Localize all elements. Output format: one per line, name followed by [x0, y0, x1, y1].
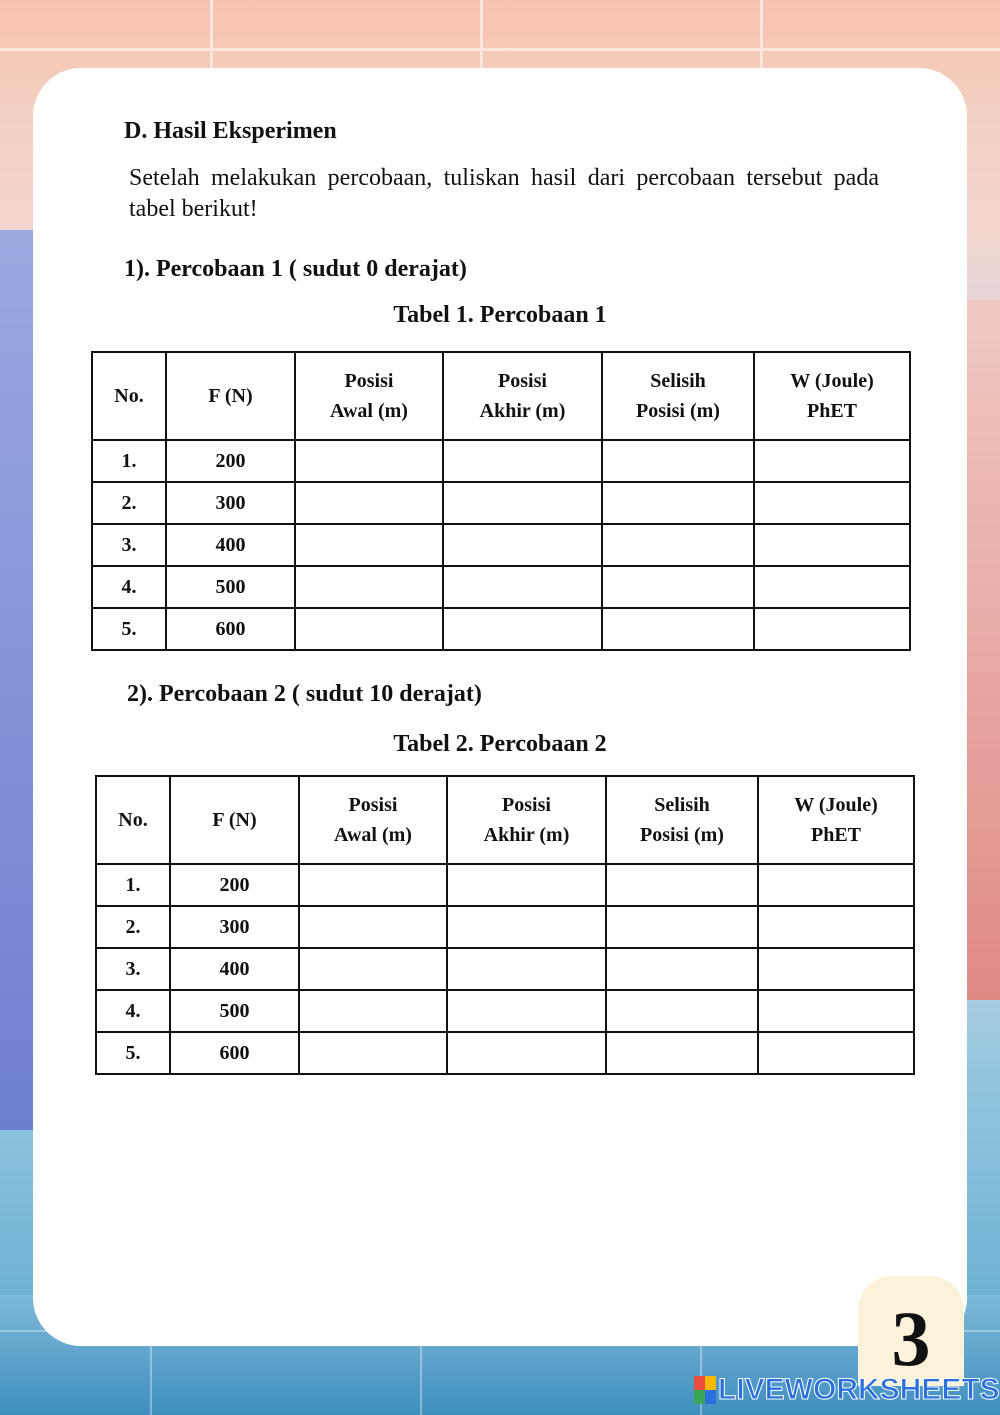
force-value: 600: [166, 608, 295, 650]
header-start-position: Posisi Awal (m): [295, 352, 443, 440]
start-position-cell[interactable]: [299, 864, 447, 906]
header-force: F (N): [170, 776, 299, 864]
end-position-cell[interactable]: [443, 566, 602, 608]
work-cell[interactable]: [754, 524, 910, 566]
table-row: [92, 482, 910, 524]
work-cell[interactable]: [758, 906, 914, 948]
end-position-cell[interactable]: [447, 1032, 606, 1074]
work-cell[interactable]: [758, 990, 914, 1032]
header-start-position: Posisi Awal (m): [299, 776, 447, 864]
end-position-cell[interactable]: [443, 608, 602, 650]
end-position-cell[interactable]: [447, 990, 606, 1032]
position-difference-cell[interactable]: [602, 440, 754, 482]
force-value: 300: [170, 906, 299, 948]
header-work-phet: W (Joule) PhET: [758, 776, 914, 864]
row-number: 1.: [96, 864, 170, 906]
watermark-text: LIVEWORKSHEETS: [718, 1373, 1000, 1406]
row-number: 4.: [92, 566, 166, 608]
work-cell[interactable]: [754, 608, 910, 650]
row-number: 3.: [96, 948, 170, 990]
page-number: 3: [891, 1295, 931, 1382]
header-end-position: Posisi Akhir (m): [447, 776, 606, 864]
force-value: 600: [170, 1032, 299, 1074]
force-value: 500: [170, 990, 299, 1032]
force-value: 200: [170, 864, 299, 906]
position-difference-cell[interactable]: [606, 1032, 758, 1074]
header-no: No.: [92, 352, 166, 440]
work-cell[interactable]: [754, 482, 910, 524]
row-number: 5.: [92, 608, 166, 650]
position-difference-cell[interactable]: [602, 482, 754, 524]
force-value: 500: [166, 566, 295, 608]
row-number: 5.: [96, 1032, 170, 1074]
position-difference-cell[interactable]: [606, 864, 758, 906]
header-no: No.: [96, 776, 170, 864]
work-cell[interactable]: [754, 440, 910, 482]
results-table-2: [95, 775, 915, 1075]
ceiling-seam: [0, 48, 1000, 51]
table-row: [96, 1032, 914, 1074]
work-cell[interactable]: [754, 566, 910, 608]
work-cell[interactable]: [758, 864, 914, 906]
end-position-cell[interactable]: [447, 864, 606, 906]
table-row: [92, 566, 910, 608]
position-difference-cell[interactable]: [602, 608, 754, 650]
start-position-cell[interactable]: [295, 566, 443, 608]
start-position-cell[interactable]: [295, 524, 443, 566]
end-position-cell[interactable]: [443, 524, 602, 566]
liveworksheets-watermark: [694, 1373, 1000, 1407]
section-heading: D. Hasil Eksperimen: [124, 118, 337, 144]
header-position-difference: Selisih Posisi (m): [602, 352, 754, 440]
table-header-row: [92, 352, 910, 440]
instruction-text: Setelah melakukan percobaan, tuliskan hasil dari percobaan tersebut pada tabel berikut!: [129, 165, 879, 222]
table-1-caption: Tabel 1. Percobaan 1: [393, 302, 607, 328]
liveworksheets-logo-icon: [694, 1376, 716, 1404]
end-position-cell[interactable]: [447, 948, 606, 990]
header-end-position: Posisi Akhir (m): [443, 352, 602, 440]
work-cell[interactable]: [758, 948, 914, 990]
table-row: [92, 608, 910, 650]
header-force: F (N): [166, 352, 295, 440]
experiment-2-heading: 2). Percobaan 2 ( sudut 10 derajat): [127, 681, 482, 707]
results-table-1: [91, 351, 911, 651]
row-number: 4.: [96, 990, 170, 1032]
experiment-1-heading: 1). Percobaan 1 ( sudut 0 derajat): [124, 256, 467, 282]
position-difference-cell[interactable]: [606, 948, 758, 990]
start-position-cell[interactable]: [295, 440, 443, 482]
table-row: [92, 440, 910, 482]
row-number: 1.: [92, 440, 166, 482]
end-position-cell[interactable]: [443, 482, 602, 524]
work-cell[interactable]: [758, 1032, 914, 1074]
start-position-cell[interactable]: [295, 482, 443, 524]
position-difference-cell[interactable]: [602, 524, 754, 566]
force-value: 200: [166, 440, 295, 482]
position-difference-cell[interactable]: [606, 906, 758, 948]
force-value: 400: [170, 948, 299, 990]
table-row: [96, 906, 914, 948]
force-value: 300: [166, 482, 295, 524]
force-value: 400: [166, 524, 295, 566]
table-row: [92, 524, 910, 566]
start-position-cell[interactable]: [299, 990, 447, 1032]
header-position-difference: Selisih Posisi (m): [606, 776, 758, 864]
end-position-cell[interactable]: [443, 440, 602, 482]
header-work-phet: W (Joule) PhET: [754, 352, 910, 440]
table-row: [96, 864, 914, 906]
position-difference-cell[interactable]: [606, 990, 758, 1032]
row-number: 2.: [92, 482, 166, 524]
start-position-cell[interactable]: [299, 906, 447, 948]
table-row: [96, 948, 914, 990]
table-header-row: [96, 776, 914, 864]
row-number: 2.: [96, 906, 170, 948]
end-position-cell[interactable]: [447, 906, 606, 948]
start-position-cell[interactable]: [299, 948, 447, 990]
start-position-cell[interactable]: [299, 1032, 447, 1074]
table-row: [96, 990, 914, 1032]
position-difference-cell[interactable]: [602, 566, 754, 608]
row-number: 3.: [92, 524, 166, 566]
start-position-cell[interactable]: [295, 608, 443, 650]
table-2-caption: Tabel 2. Percobaan 2: [393, 731, 607, 757]
